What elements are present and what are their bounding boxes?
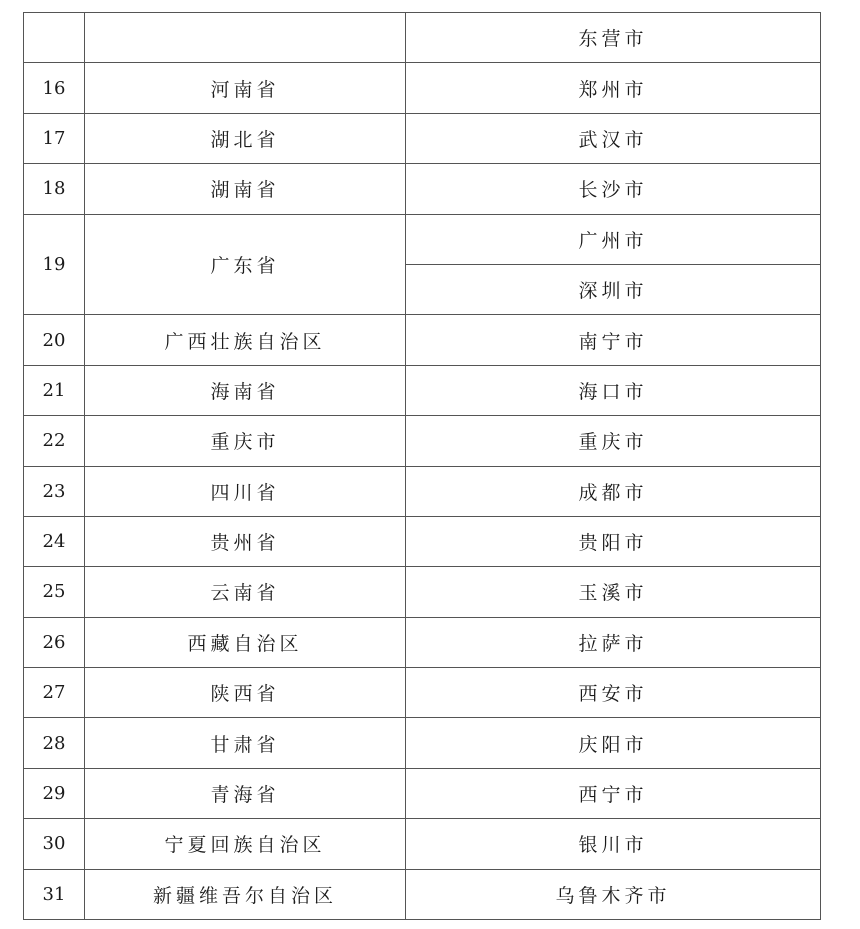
city-cell: 银川市 (406, 819, 821, 869)
province-cell: 重庆市 (85, 416, 406, 466)
table-row (24, 164, 821, 214)
province-cell: 湖南省 (85, 164, 406, 214)
city-cell: 庆阳市 (406, 718, 821, 768)
city-cell: 拉萨市 (406, 617, 821, 667)
province-cell: 新疆维吾尔自治区 (85, 869, 406, 919)
city-cell: 成都市 (406, 466, 821, 516)
province-cell: 甘肃省 (85, 718, 406, 768)
row-index-cell: 18 (24, 164, 85, 214)
row-index-cell: 30 (24, 819, 85, 869)
city-cell: 长沙市 (406, 164, 821, 214)
table-row (24, 668, 821, 718)
row-index-cell: 16 (24, 63, 85, 113)
city-cell: 南宁市 (406, 315, 821, 365)
city-cell: 西宁市 (406, 768, 821, 818)
table-row (24, 567, 821, 617)
city-cell: 海口市 (406, 365, 821, 415)
row-index-cell: 27 (24, 668, 85, 718)
table-row (24, 516, 821, 566)
row-index-cell: 28 (24, 718, 85, 768)
table-row (24, 13, 821, 63)
row-index-cell: 21 (24, 365, 85, 415)
province-cell: 广西壮族自治区 (85, 315, 406, 365)
city-cell: 东营市 (406, 13, 821, 63)
row-index-cell: 17 (24, 113, 85, 163)
city-cell: 武汉市 (406, 113, 821, 163)
city-cell: 重庆市 (406, 416, 821, 466)
table-row (24, 768, 821, 818)
province-cell: 宁夏回族自治区 (85, 819, 406, 869)
province-cell: 河南省 (85, 63, 406, 113)
table-row (24, 718, 821, 768)
table-row (24, 869, 821, 919)
table-row (24, 365, 821, 415)
table-row (24, 63, 821, 113)
table-row (24, 113, 821, 163)
city-cell: 深圳市 (406, 264, 821, 314)
table-row (24, 214, 821, 264)
province-cell: 四川省 (85, 466, 406, 516)
province-cell: 云南省 (85, 567, 406, 617)
row-index-cell: 26 (24, 617, 85, 667)
row-index-cell: 23 (24, 466, 85, 516)
table-row (24, 466, 821, 516)
province-cell: 西藏自治区 (85, 617, 406, 667)
province-cell: 海南省 (85, 365, 406, 415)
table-row (24, 819, 821, 869)
row-index-cell: 19 (24, 214, 85, 315)
province-cell: 广东省 (85, 214, 406, 315)
row-index-cell: 25 (24, 567, 85, 617)
city-cell: 广州市 (406, 214, 821, 264)
province-cell: 青海省 (85, 768, 406, 818)
row-index-cell: 22 (24, 416, 85, 466)
city-cell: 玉溪市 (406, 567, 821, 617)
province-city-table (23, 12, 821, 920)
province-cell: 湖北省 (85, 113, 406, 163)
table-body (24, 13, 821, 920)
city-cell: 西安市 (406, 668, 821, 718)
province-cell: 贵州省 (85, 516, 406, 566)
city-cell: 贵阳市 (406, 516, 821, 566)
row-index-cell: 31 (24, 869, 85, 919)
province-cell: 陕西省 (85, 668, 406, 718)
table-row (24, 315, 821, 365)
row-index-cell: 24 (24, 516, 85, 566)
row-index-cell: 20 (24, 315, 85, 365)
table-row (24, 617, 821, 667)
row-index-cell (24, 13, 85, 63)
city-cell: 乌鲁木齐市 (406, 869, 821, 919)
table-row (24, 416, 821, 466)
city-cell: 郑州市 (406, 63, 821, 113)
province-cell (85, 13, 406, 63)
row-index-cell: 29 (24, 768, 85, 818)
